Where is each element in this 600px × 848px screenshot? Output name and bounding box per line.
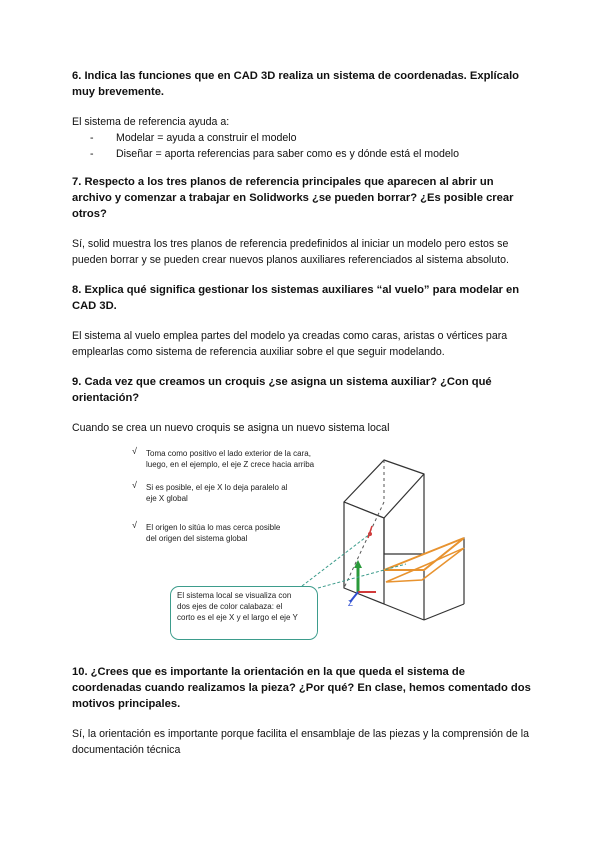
figure-note-line: luego, en el ejemplo, el eje Z crece hacia arriba: [146, 460, 315, 469]
answer-8: El sistema al vuelo emplea partes del modelo ya creadas como caras, aristas o vértices para emplearlas como sistema de referencia auxiliar sobre el que seguir modelando.: [72, 330, 508, 358]
axis-z-label: Z: [348, 599, 353, 608]
figure-note-line: eje X global: [146, 494, 188, 503]
figure-note-1: [146, 448, 314, 470]
figure-note-line: Si es posible, el eje X lo deja paralelo al: [146, 483, 288, 492]
list-item-text: Modelar = ayuda a construir el modelo: [116, 132, 297, 144]
figure-note-2: [146, 482, 287, 504]
question-7: 7. Respecto a los tres planos de referencia principales que aparecen al abrir un archivo y comenzar a trabajar en Solidworks ¿se pueden borrar? ¿Es posible crear otros?: [72, 176, 514, 220]
callout-box: [170, 586, 318, 640]
coordinate-system-figure: [72, 442, 532, 652]
question-9: 9. Cada vez que creamos un croquis ¿se asigna un sistema auxiliar? ¿Con qué orientación?: [72, 376, 492, 404]
check-mark-icon: √: [132, 480, 137, 490]
answer-6-list: [72, 130, 532, 162]
question-10: 10. ¿Crees que es importante la orientación en la que queda el sistema de coordenadas cuando realizamos la pieza? ¿Por qué? En clase, hemos comentado dos motivos principales.: [72, 666, 531, 710]
dash-bullet: -: [90, 132, 94, 144]
answer-9: Cuando se crea un nuevo croquis se asigna un nuevo sistema local: [72, 422, 390, 434]
check-mark-icon: √: [132, 520, 137, 530]
list-item-text: Diseñar = aporta referencias para saber como es y dónde está el modelo: [116, 148, 460, 160]
figure-note-line: El origen lo sitúa lo mas cerca posible: [146, 523, 281, 532]
callout-line: corto es el eje X y el largo el eje Y: [177, 613, 298, 622]
callout-line: El sistema local se visualiza con: [177, 591, 292, 600]
callout-line: dos ejes de color calabaza: el: [177, 602, 283, 611]
figure-note-3: [146, 522, 280, 544]
answer-10: Sí, la orientación es importante porque facilita el ensamblaje de las piezas y la comprensión de la documentación técnica: [72, 728, 529, 756]
question-8: 8. Explica qué significa gestionar los sistemas auxiliares “al vuelo” para modelar en CAD 3D.: [72, 284, 520, 312]
question-6: 6. Indica las funciones que en CAD 3D realiza un sistema de coordenadas. Explícalo muy brevemente.: [72, 70, 520, 98]
figure-note-line: Toma como positivo el lado exterior de la cara,: [146, 449, 311, 458]
answer-7: Sí, solid muestra los tres planos de referencia predefinidos al iniciar un modelo pero estos se pueden borrar y se pueden crear nuevos planos auxiliares referenciados al sistema absoluto.: [72, 238, 509, 266]
document-page: [72, 68, 532, 758]
dash-bullet: -: [90, 148, 94, 160]
figure-note-line: del origen del sistema global: [146, 534, 248, 543]
check-mark-icon: √: [132, 446, 137, 456]
part-front-face: [344, 502, 384, 604]
answer-6-intro: El sistema de referencia ayuda a:: [72, 116, 230, 128]
list-item: [90, 146, 532, 162]
list-item: [90, 130, 532, 146]
